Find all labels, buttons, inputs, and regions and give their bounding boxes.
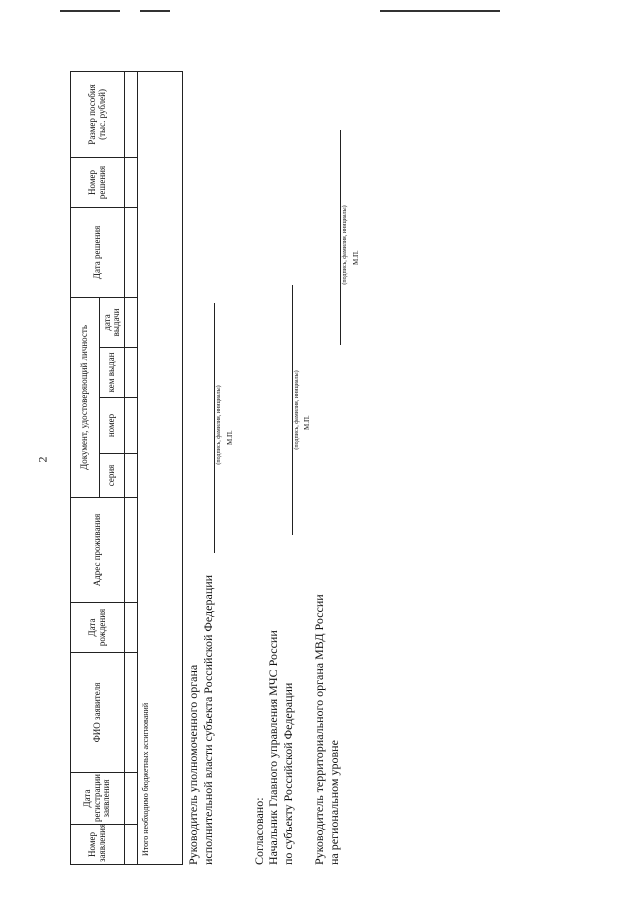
scan-mark [60, 10, 120, 12]
header-doc-issuer: кем выдан [100, 348, 125, 398]
head-authority-line2: исполнительной власти субъекта Российской Федерации [201, 574, 215, 865]
signature-caption-mvd: (подпись, фамилия, инициалы) [342, 205, 348, 285]
header-fio: ФИО заявителя [71, 653, 125, 773]
scan-mark [140, 10, 170, 12]
header-reg-date: Дата регистрации заявления [71, 773, 125, 825]
total-row [138, 71, 183, 864]
header-address: Адрес проживания [71, 498, 125, 603]
header-decision-date: Дата решения [71, 207, 125, 297]
page-number: 2 [35, 456, 50, 463]
table-header-row [71, 71, 100, 864]
signature-head-authority [186, 575, 216, 865]
stamp-mvd: М.П. [352, 250, 360, 265]
register-table [70, 71, 183, 865]
header-doc-date: дата выдачи [100, 297, 125, 347]
header-decision-number: Номер решения [71, 157, 125, 207]
header-doc-group: Документ, удостоверяющий личность [71, 297, 100, 497]
stamp-mchs: М.П. [303, 415, 311, 430]
signature-line-mchs [292, 285, 293, 535]
mvd-line1: Руководитель территориального органа МВД России [312, 594, 326, 865]
mvd-line2: на региональном уровне [327, 740, 341, 865]
head-authority-line1: Руководитель уполномоченного органа [186, 664, 200, 865]
scan-mark [380, 10, 500, 12]
agreed-label: Согласовано: [252, 797, 266, 865]
header-doc-number: номер [100, 398, 125, 454]
header-allowance: Размер пособия (тыс. рублей) [71, 71, 125, 157]
header-doc-series: серия [100, 454, 125, 498]
signature-line-head [214, 303, 215, 553]
total-label: Итого необходимо бюджетных ассигнований [138, 71, 183, 864]
stamp-head: М.П. [226, 430, 234, 445]
mchs-line1: Начальник Главного управления МЧС России [266, 630, 280, 865]
signature-caption-head: (подпись, фамилия, инициалы) [216, 385, 222, 465]
signature-mchs [266, 630, 296, 865]
signature-caption-mchs: (подпись, фамилия, инициалы) [294, 370, 300, 450]
header-app-number: Номер заявления [71, 825, 125, 865]
mchs-line2: по субъекту Российской Федерации [281, 682, 295, 865]
signature-line-mvd [340, 130, 341, 345]
signature-mvd [312, 594, 342, 865]
header-birth-date: Дата рождения [71, 603, 125, 653]
table-row [125, 71, 138, 864]
